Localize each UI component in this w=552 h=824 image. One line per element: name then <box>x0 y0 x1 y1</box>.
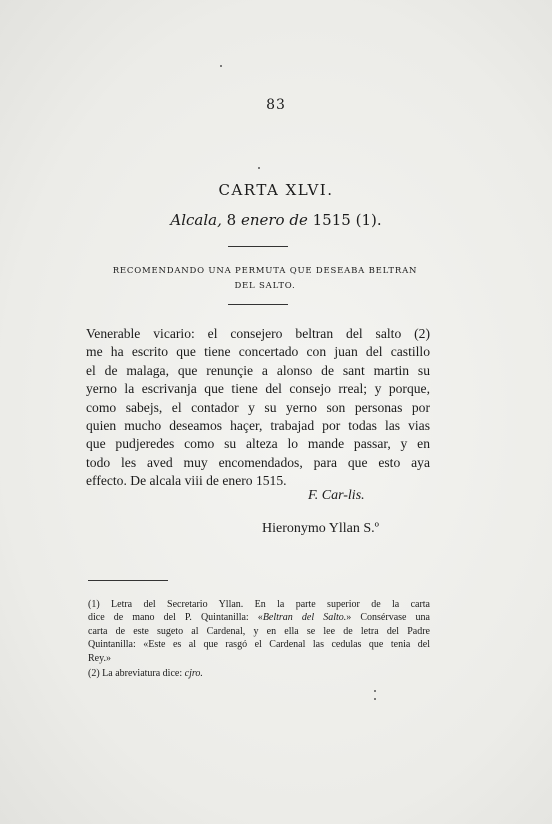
footnote-line: dice de mano del P. Quintanilla: «Beltran del Salto.» Consérvase una <box>88 612 430 624</box>
body-line: effecto. De alcala viii de enero 1515. <box>86 473 287 489</box>
place-date-line <box>0 211 552 229</box>
body-line: todo les aved muy encomendados, para que esto aya <box>86 454 430 470</box>
summary-line: RECOMENDANDO UNA PERMUTA QUE DESEABA BELTRAN <box>112 266 418 276</box>
footnote-line: carta de este sugeto al Cardenal, y en ella se lee de letra del Padre <box>88 625 430 637</box>
divider-rule <box>228 304 288 305</box>
footnote-line: (2) La abreviatura dice: cjro. <box>88 668 203 680</box>
place: Alcala, <box>170 211 222 229</box>
year: 1515 <box>312 211 351 229</box>
footnote-italic: cjro. <box>184 668 203 680</box>
paper-speck <box>258 167 260 169</box>
signature: F. Car-lis. <box>308 488 365 503</box>
body-line: me ha escrito que tiene concertado con juan del castillo <box>86 344 430 360</box>
paper-speck <box>220 65 222 67</box>
letter-body <box>86 325 430 491</box>
paper-speck <box>374 690 376 692</box>
secretary-name: Hieronymo Yllan S.º <box>262 521 379 536</box>
body-line: Venerable vicario: el consejero beltran del salto (2) <box>86 326 430 341</box>
month: enero <box>240 211 285 229</box>
footnote-line: Quintanilla: «Este es al que rasgó el Cardenal las cedulas que tenia del <box>88 639 430 651</box>
body-line: que pudjeredes como su alteza lo mande passar, y en <box>86 436 430 452</box>
divider-rule <box>228 246 288 247</box>
footnote-line: Rey.» <box>88 652 111 664</box>
de-word: de <box>289 211 308 229</box>
body-line: quien mucho deseamos haçer, trabajad por todas las vias <box>86 418 430 434</box>
footnote-italic: Beltran del Salto. <box>262 612 347 624</box>
body-line: yerno la escrivanja que tiene del consejo rreal; y porque, <box>86 381 430 397</box>
footnotes <box>88 598 430 682</box>
footnote-rule <box>88 580 168 581</box>
summary-line: DEL SALTO. <box>234 281 296 291</box>
letter-summary <box>100 264 430 294</box>
letter-title: CARTA XLVI. <box>218 181 334 199</box>
paper-speck <box>374 698 376 700</box>
body-line: el de malaga, que renunçie a alonso de sant martin su <box>86 362 430 378</box>
day: 8 <box>226 211 237 229</box>
body-line: como sabejs, el contador y su yerno son personas por <box>86 399 430 415</box>
footnote-2 <box>88 667 430 680</box>
footnote-1 <box>88 598 430 665</box>
note-reference: (1). <box>355 211 382 229</box>
page-number: 83 <box>266 97 286 113</box>
footnote-line: (1) Letra del Secretario Yllan. En la parte superior de la carta <box>88 599 430 610</box>
